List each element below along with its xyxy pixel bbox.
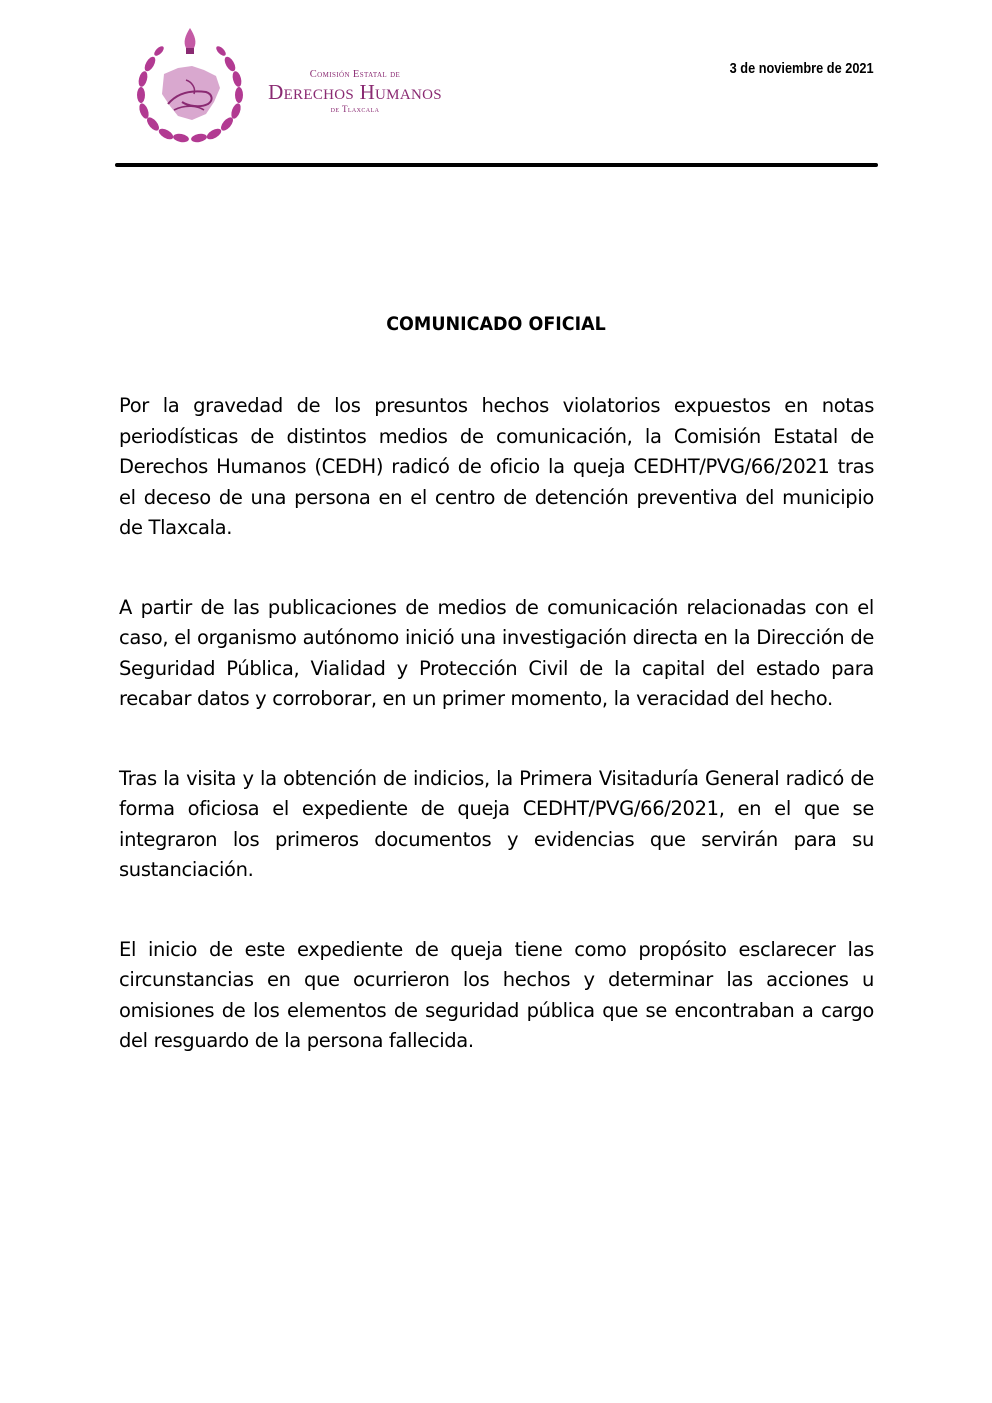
paragraph-1: Por la gravedad de los presuntos hechos violatorios expuestos en notas periodísticas de distintos medios de comunicación, la Comisión Estatal de Derechos Humanos (CEDH) radicó de oficio la queja CEDHT/PVG/66/2021 tras el deceso de una persona en el centro de detención preventiva del municipio de Tlaxcala. xyxy=(119,394,874,539)
paragraph-4: El inicio de este expediente de queja tiene como propósito esclarecer las circunstancias en que ocurrieron los hechos y determinar las acciones u omisiones de los elementos de seguridad pública que se encontraban a cargo del resguardo de la persona fallecida. xyxy=(119,937,874,1052)
document-date: 3 de noviembre de 2021 xyxy=(730,61,874,77)
logo-wordmark xyxy=(240,68,470,115)
logo-line-2: Derechos Humanos xyxy=(268,80,442,104)
cedh-logo xyxy=(130,24,460,148)
document-title: COMUNICADO OFICIAL xyxy=(386,313,606,335)
logo-line-1: Comisión Estatal de xyxy=(309,69,401,80)
paragraph-3: Tras la visita y la obtención de indicios, la Primera Visitaduría General radicó de forma oficiosa el expediente de queja CEDHT/PVG/66/2021, en el que se integraron los primeros documentos y evidencias que servirán para su sustanciación. xyxy=(119,766,874,881)
paragraph-2: A partir de las publicaciones de medios de comunicación relacionadas con el caso, el organismo autónomo inició una investigación directa en la Dirección de Seguridad Pública, Vialidad y Protección Civil de la capital del estado para recabar datos y corroborar, en un primer momento, la veracidad del hecho. xyxy=(119,595,874,710)
header-divider xyxy=(115,163,878,167)
logo-line-3: de Tlaxcala xyxy=(330,104,380,114)
document-body xyxy=(119,391,874,1106)
laurel-emblem-icon xyxy=(130,24,250,148)
